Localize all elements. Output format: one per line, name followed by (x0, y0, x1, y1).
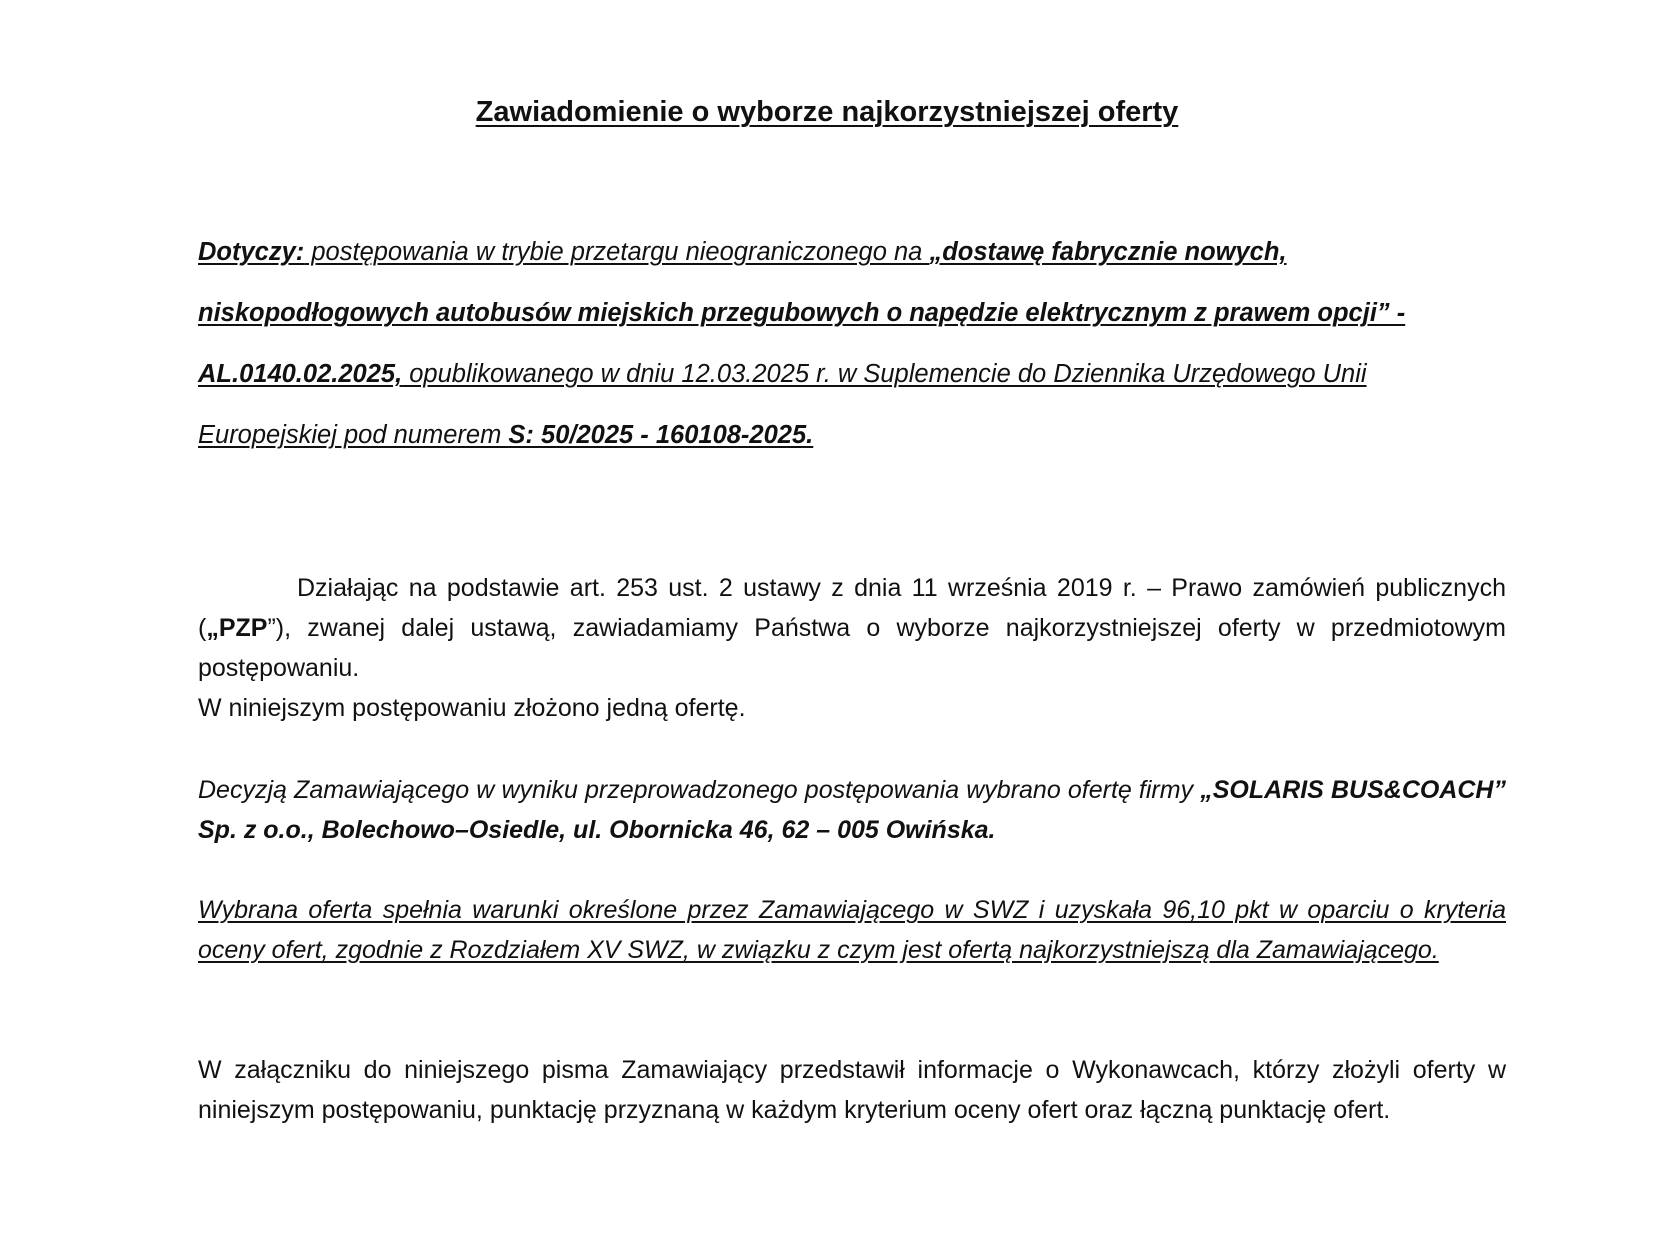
selected-company: „SOLARIS BUS&COACH” Sp. z o.o., Bolechowo–Osiedle, ul. Obornicka 46, 62 – 005 Owińska. (198, 776, 1506, 844)
attachment-paragraph: W załączniku do niniejszego pisma Zamawiający przedstawił informacje o Wykonawcach, którzy złożyli oferty w niniejszym postępowaniu, punktację przyznaną w każdym kryterium oceny ofert oraz łączną punktację ofert. (198, 1056, 1506, 1124)
pzp-abbreviation: „PZP (206, 614, 268, 642)
subject-text-1: postępowania w trybie przetargu nieograniczonego na (304, 238, 930, 266)
evaluation-paragraph: Wybrana oferta spełnia warunki określone przez Zamawiającego w SWZ i uzyskała 96,10 pkt w oparciu o kryteria oceny ofert, zgodnie z Rozdziałem XV SWZ, w związku z czym jest ofertą najkorzystniejszą dla Zamawiającego. (198, 896, 1506, 964)
subject-tender-name: „dostawę fabrycznie nowych, niskopodłogowych autobusów miejskich przegubowych o napędzie elektrycznym z prawem opcji” - AL.0140.02.2025, (198, 238, 1406, 388)
decision-text: Decyzją Zamawiającego w wyniku przeprowadzonego postępowania wybrano ofertę firmy (198, 776, 1201, 804)
decision-paragraph (198, 770, 1506, 850)
legal-basis-paragraph (198, 568, 1506, 688)
legal-basis-text-2: ”), zwanej dalej ustawą, zawiadamiamy Państwa o wyborze najkorzystniejszej oferty w przedmiotowym postępowaniu. (198, 614, 1506, 682)
subject-notice-number: S: 50/2025 - 160108-2025. (508, 421, 814, 449)
document-title: Zawiadomienie o wyborze najkorzystniejszej oferty (475, 96, 1179, 128)
legal-basis-text-1: Działając na podstawie art. 253 ust. 2 ustawy z dnia 11 września 2019 r. – Prawo zamówień publicznych ( (198, 574, 1506, 642)
subject-label: Dotyczy: (198, 238, 305, 266)
offers-count-paragraph: W niniejszym postępowaniu złożono jedną ofertę. (198, 694, 746, 722)
subject-paragraph (198, 222, 1498, 466)
subject-text-2: opublikowanego w dniu 12.03.2025 r. w Suplemencie do Dziennika Urzędowego Unii Europejskiej pod numerem (198, 360, 1367, 449)
